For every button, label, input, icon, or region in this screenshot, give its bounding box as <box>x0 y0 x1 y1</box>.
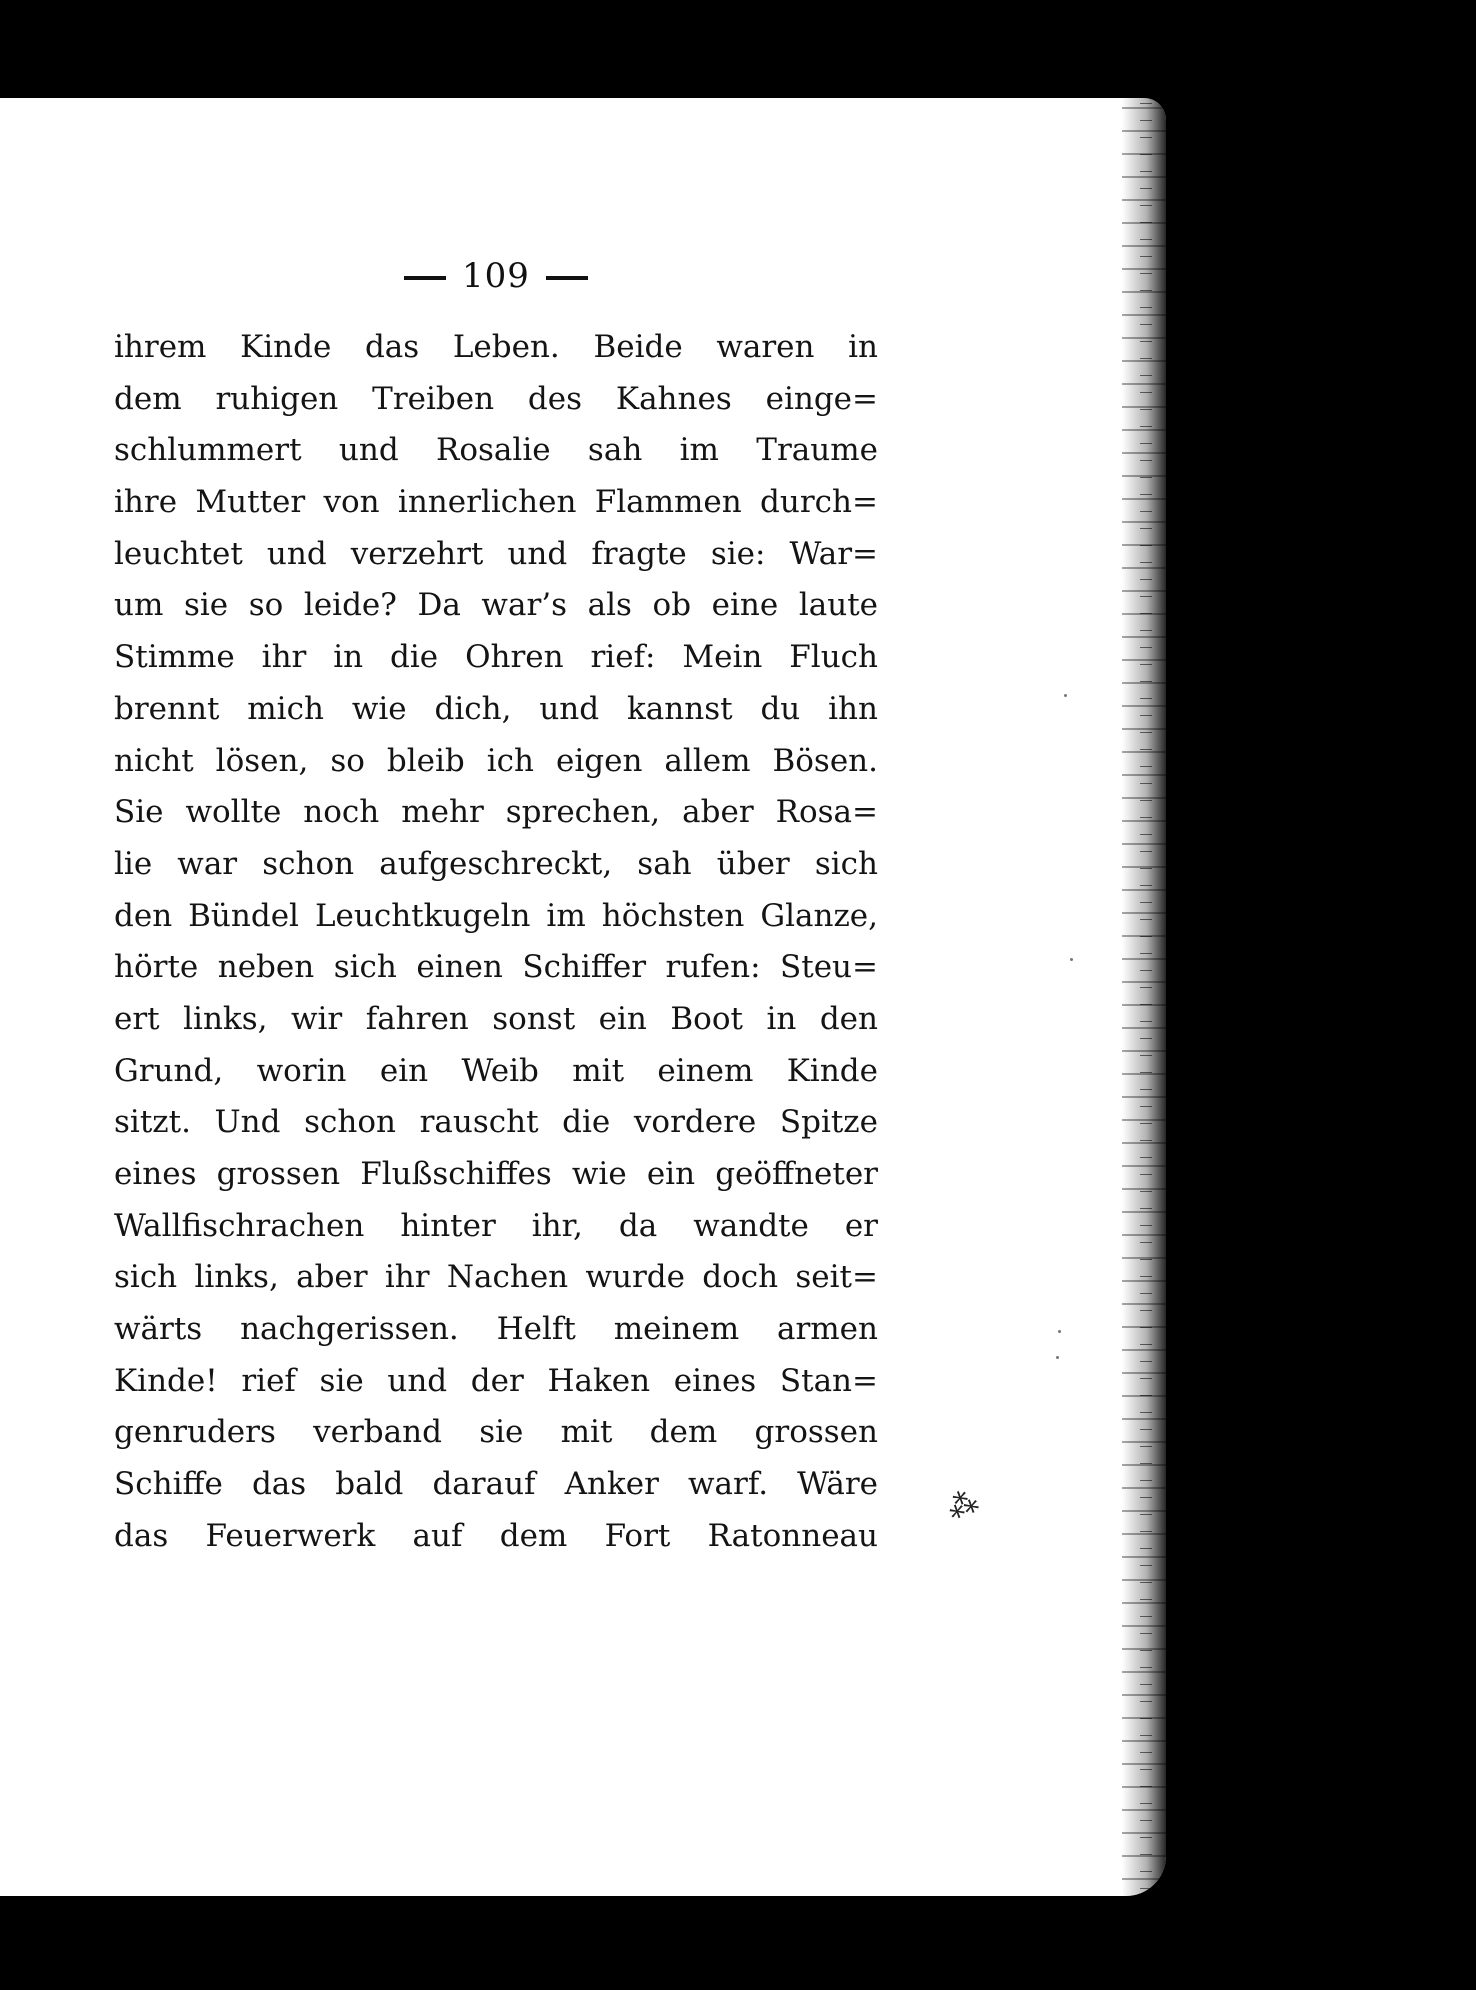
text-line: sich links, aber ihr Nachen wurde doch seit= <box>114 1259 878 1296</box>
text-line: dem ruhigen Treiben des Kahnes einge= <box>114 380 878 417</box>
text-line: ert links, wir fahren sonst ein Boot in den <box>114 1000 878 1037</box>
text-line: wärts nachgerissen. Helft meinem armen <box>114 1311 878 1348</box>
body-text <box>114 322 878 1563</box>
text-line: hörte neben sich einen Schiffer rufen: Steu= <box>114 949 878 986</box>
text-line: Stimme ihr in die Ohren rief: Mein Fluch <box>114 639 878 676</box>
text-line: genruders verband sie mit dem grossen <box>114 1414 878 1451</box>
text-line: ihrem Kinde das Leben. Beide waren in <box>114 329 878 365</box>
text-line: eines grossen Flußschiffes wie ein geöffneter <box>114 1156 878 1192</box>
book-page <box>0 98 1166 1896</box>
paper-speck <box>1058 1330 1061 1333</box>
text-line: Schiffe das bald darauf Anker warf. Wäre <box>114 1466 878 1503</box>
margin-ink-mark: ⁂ <box>942 1483 984 1528</box>
text-line: Sie wollte noch mehr sprechen, aber Rosa= <box>114 794 878 831</box>
text-line: Kinde! rief sie und der Haken eines Stan= <box>114 1362 878 1399</box>
text-line: brennt mich wie dich, und kannst du ihn <box>114 690 878 727</box>
page-number-header <box>115 256 877 296</box>
page-number: 109 <box>462 256 530 296</box>
text-line: leuchtet und verzehrt und fragte sie: War= <box>114 535 878 572</box>
text-line: lie war schon aufgeschreckt, sah über sich <box>114 845 878 882</box>
paper-speck <box>1070 958 1073 961</box>
left-dash <box>404 276 446 280</box>
paper-speck <box>1064 694 1067 697</box>
text-line: sitzt. Und schon rauscht die vordere Spitze <box>114 1104 878 1141</box>
page-edge <box>1122 98 1166 1896</box>
text-line: das Feuerwerk auf dem Fort Ratonneau <box>114 1517 878 1554</box>
text-line: den Bündel Leuchtkugeln im höchsten Glanze, <box>114 897 878 934</box>
text-line: ihre Mutter von innerlichen Flammen durch= <box>114 484 878 521</box>
text-line: schlummert und Rosalie sah im Traume <box>114 432 878 469</box>
text-line: um sie so leide? Da war’s als ob eine laute <box>114 587 878 624</box>
text-line: nicht lösen, so bleib ich eigen allem Bösen. <box>114 742 878 779</box>
text-line: Grund, worin ein Weib mit einem Kinde <box>114 1052 878 1089</box>
right-dash <box>546 276 588 280</box>
text-line: Wallfischrachen hinter ihr, da wandte er <box>114 1207 878 1244</box>
paper-speck <box>1056 1356 1059 1359</box>
